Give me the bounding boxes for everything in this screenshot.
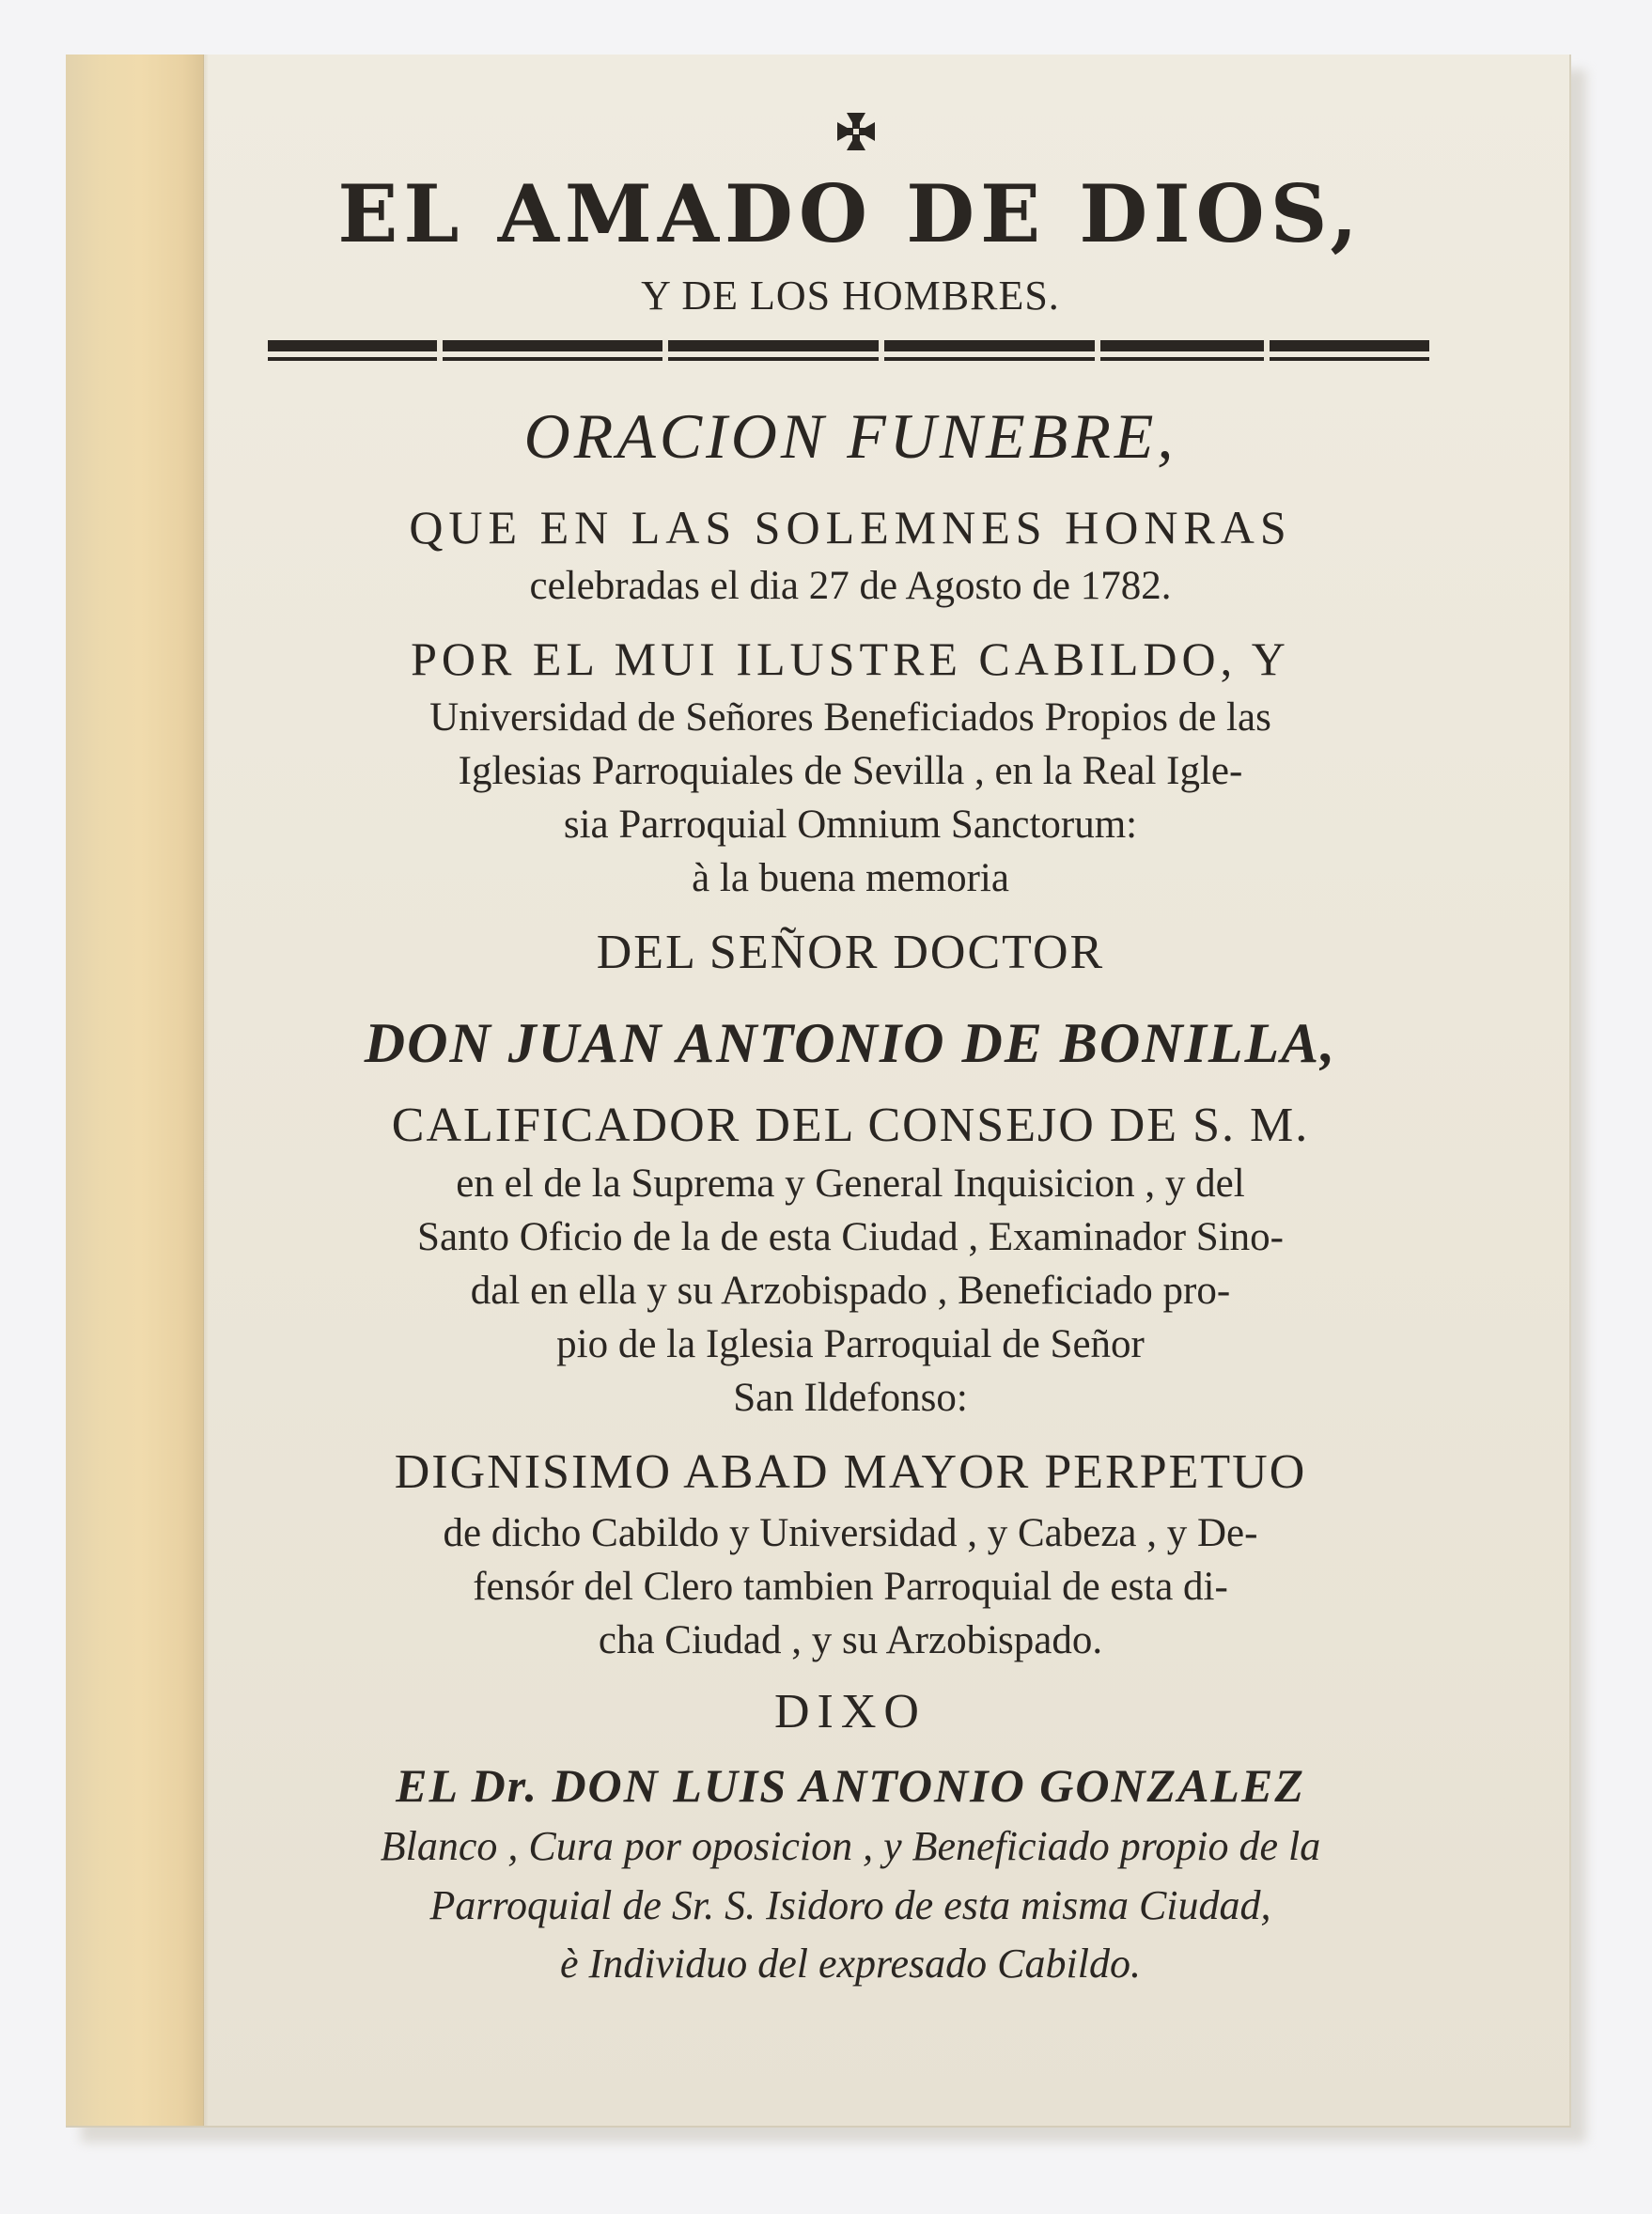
line-c3: dal en ella y su Arzobispado , Beneficiado pro-: [470, 1269, 1231, 1313]
line-a3: è Individuo del expresado Cabildo.: [560, 1941, 1141, 1987]
line-c5: San Ildefonso:: [733, 1376, 968, 1420]
paper-spine-strip: [66, 55, 204, 2126]
line-univ4: à la buena memoria: [692, 856, 1009, 900]
line-don-juan: DON JUAN ANTONIO DE BONILLA,: [364, 1012, 1337, 1074]
line-autor: EL Dr. DON LUIS ANTONIO GONZALEZ: [396, 1759, 1305, 1812]
line-por: POR EL MUI ILUSTRE CABILDO, Y: [411, 632, 1290, 685]
line-c2: Santo Oficio de la de esta Ciudad , Examinador Sino-: [417, 1215, 1284, 1259]
line-d3: cha Ciudad , y su Arzobispado.: [598, 1618, 1103, 1662]
spine-edge-shadow: [203, 55, 209, 2126]
subtitle: Y DE LOS HOMBRES.: [641, 273, 1060, 319]
line-celebradas: celebradas el dia 27 de Agosto de 1782.: [529, 564, 1172, 608]
title-page: [66, 55, 1571, 2128]
line-del-senor: DEL SEÑOR DOCTOR: [596, 926, 1105, 979]
oracion-funebre-heading: ORACION FUNEBRE,: [523, 400, 1177, 472]
title-page-text: [268, 55, 1433, 2126]
maltese-cross-icon: [835, 111, 877, 152]
line-a2: Parroquial de Sr. S. Isidoro de esta misma Ciudad,: [429, 1882, 1271, 1928]
line-calificador: CALIFICADOR DEL CONSEJO DE S. M.: [391, 1099, 1310, 1152]
line-univ3: sia Parroquial Omnium Sanctorum:: [563, 803, 1138, 847]
line-dixo: DIXO: [774, 1685, 927, 1738]
line-a1: Blanco , Cura por oposicion , y Beneficiado propio de la: [380, 1823, 1321, 1869]
double-rule-divider: [268, 338, 1429, 366]
line-univ2: Iglesias Parroquiales de Sevilla , en la Real Igle-: [458, 749, 1243, 793]
line-c4: pio de la Iglesia Parroquial de Señor: [556, 1322, 1145, 1366]
line-univ1: Universidad de Señores Beneficiados Propios de las: [429, 695, 1271, 740]
line-que: QUE EN LAS SOLEMNES HONRAS: [409, 501, 1292, 554]
main-title: EL AMADO DE DIOS,: [337, 167, 1364, 260]
line-d2: fensór del Clero tambien Parroquial de esta di-: [473, 1565, 1228, 1609]
line-dignisimo: DIGNISIMO ABAD MAYOR PERPETUO: [394, 1445, 1307, 1499]
line-c1: en el de la Suprema y General Inquisicion , y del: [456, 1162, 1245, 1206]
line-d1: de dicho Cabildo y Universidad , y Cabeza , y De-: [443, 1511, 1258, 1555]
